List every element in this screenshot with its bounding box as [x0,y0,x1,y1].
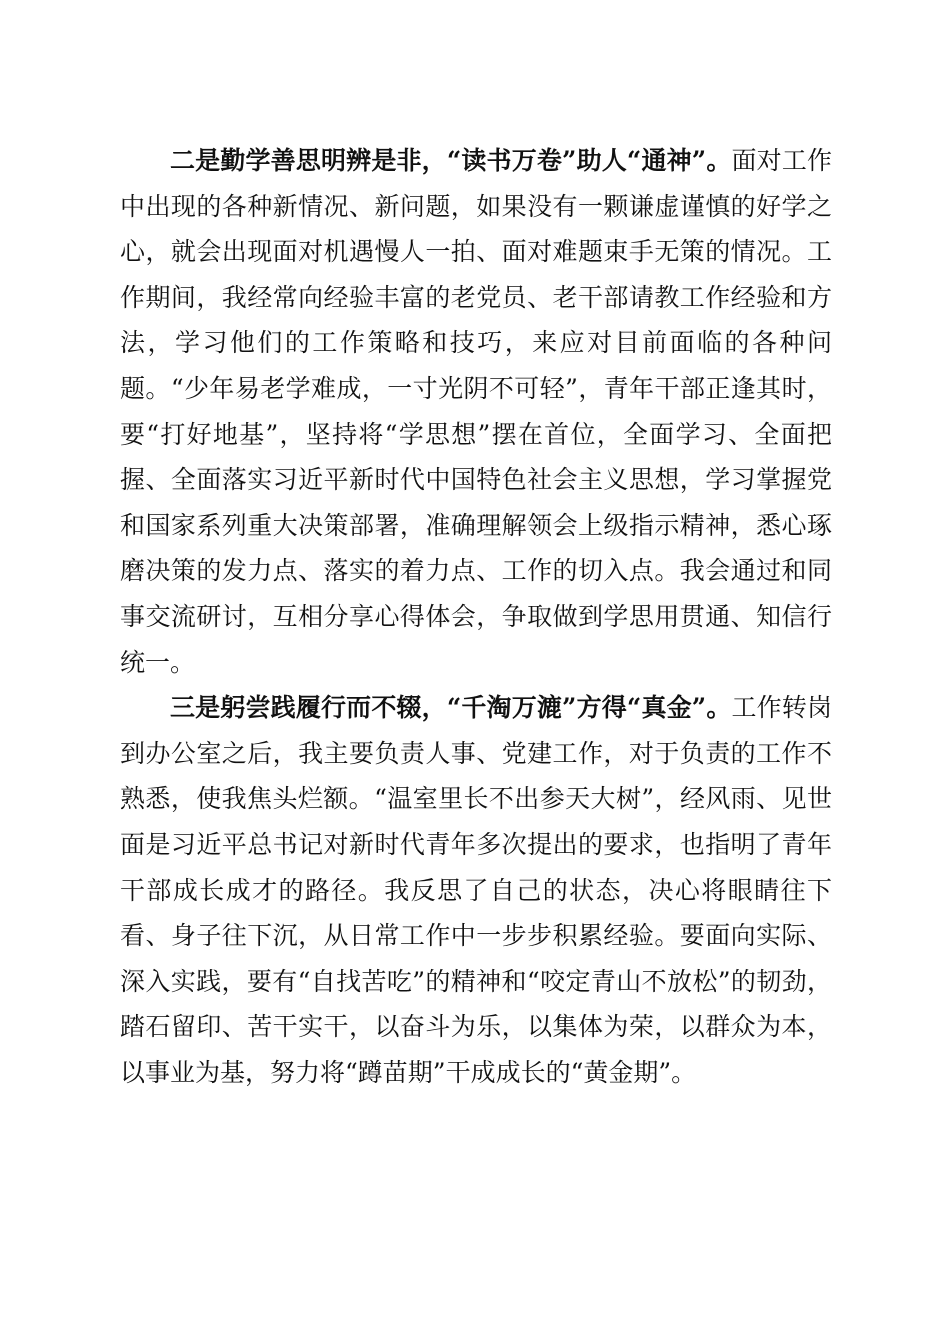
paragraph-study-heading: 二是勤学善思明辨是非，“读书万卷”助人“通神”。 [170,146,732,175]
paragraph-study [120,138,832,685]
paragraph-practice-heading: 三是躬尝践履行而不辍，“千淘万漉”方得“真金”。 [170,693,732,723]
paragraph-practice [120,685,832,1095]
document-body [120,138,832,1095]
paragraph-study-text: 面对工作中出现的各种新情况、新问题，如果没有一颗谦虚谨慎的好学之心，就会出现面对机遇慢人一拍、面对难题束手无策的情况。工作期间，我经常向经验丰富的老党员、老干部请教工作经验和方法，学习他们的工作策略和技巧，来应对目前面临的各种问题。“少年易老学难成，一寸光阴不可轻”，青年干部正逢其时，要“打好地基”，坚持将“学思想”摆在首位，全面学习、全面把握、全面落实习近平新时代中国特色社会主义思想，学习掌握党和国家系列重大决策部署，准确理解领会上级指示精神，悉心琢磨决策的发力点、落实的着力点、工作的切入点。我会通过和同事交流研讨，互相分享心得体会，争取做到学思用贯通、知信行统一。 [120,146,832,677]
paragraph-practice-text: 工作转岗到办公室之后，我主要负责人事、党建工作，对于负责的工作不熟悉，使我焦头烂额。“温室里长不出参天大树”，经风雨、见世面是习近平总书记对新时代青年多次提出的要求，也指明了青年干部成长成才的路径。我反思了自己的状态，决心将眼睛往下看、身子往下沉，从日常工作中一步步积累经验。要面向实际、深入实践，要有“自找苦吃”的精神和“咬定青山不放松”的韧劲，踏石留印、苦干实干，以奋斗为乐，以集体为荣，以群众为本，以事业为基，努力将“蹲苗期”干成成长的“黄金期”。 [120,693,832,1087]
